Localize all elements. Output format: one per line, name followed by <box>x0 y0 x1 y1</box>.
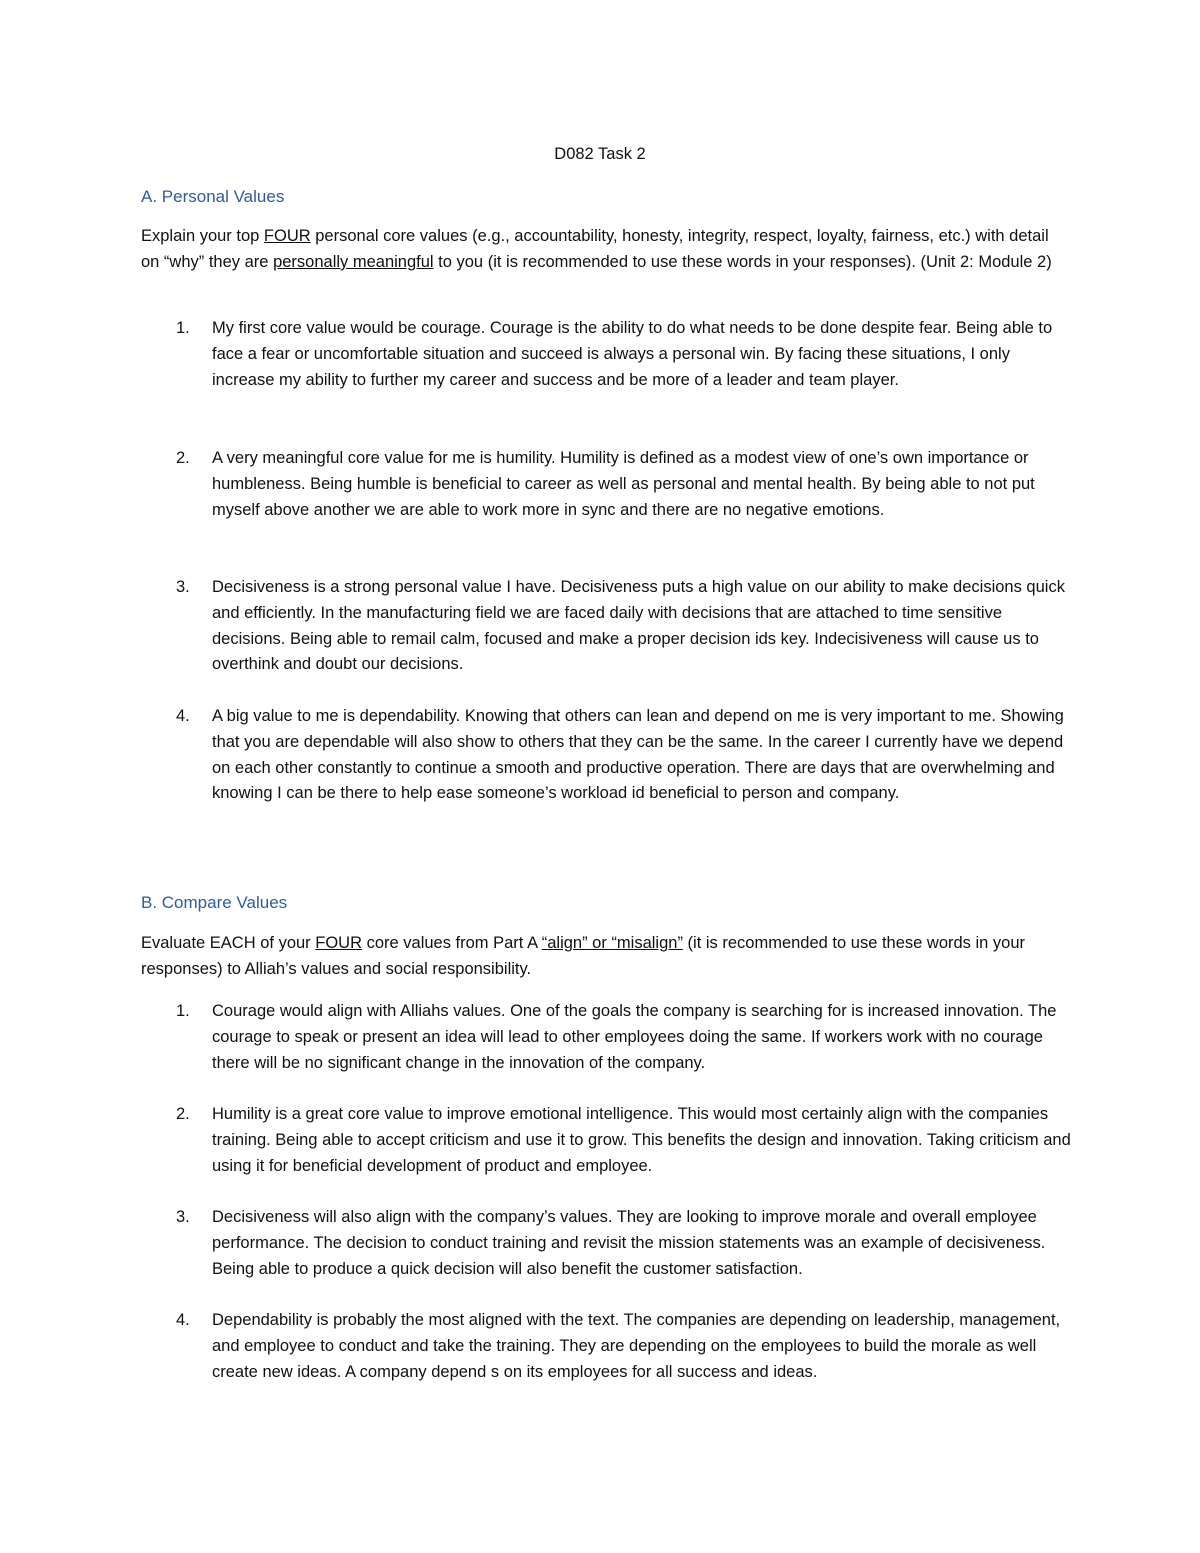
list-item-text: Humility is a great core value to improve emotional intelligence. This would most certainly align with the companies training. Being able to accept criticism and use it to grow. This benefits the design and innovation. Taking criticism and using it for beneficial development of product and employee. <box>212 1105 1071 1175</box>
intro-underlined: “align” or “misalign” <box>541 934 683 952</box>
intro-underlined: FOUR <box>315 934 362 952</box>
list-item-text: Courage would align with Alliahs values. One of the goals the company is searching for is increased innovation. The courage to speak or present an idea will lead to other employees doing the same. If workers work with no courage there will be no significant change in the innovation of the company. <box>212 1002 1057 1072</box>
list-number: 1. <box>176 1002 190 1020</box>
list-item-text: A big value to me is dependability. Knowing that others can lean and depend on me is very important to me. Showing that you are dependable will also show to others that they can be the same. In the career I currently have we depend on each other constantly to continue a smooth and productive operation. There are days that are overwhelming and knowing I can be there to help ease someone’s workload id beneficial to person and company. <box>212 707 1064 803</box>
list-item-text: Decisiveness will also align with the company’s values. They are looking to improve morale and overall employee performance. The decision to conduct training and revisit the mission statements was an example of decisiveness. Being able to produce a quick decision will also benefit the customer satisfaction. <box>212 1208 1046 1278</box>
intro-text: (it is recommended to use these words in your responses) to Alliah’s values and social responsibility. <box>141 934 1026 978</box>
section-a-intro <box>141 224 1071 276</box>
list-number: 4. <box>176 1311 190 1329</box>
intro-text: core values from Part A <box>362 934 542 952</box>
list-item-text: A very meaningful core value for me is humility. Humility is defined as a modest view of one’s own importance or humbleness. Being humble is beneficial to career as well as personal and mental health. By being able to not put myself above another we are able to work more in sync and there are no negative emotions. <box>212 449 1035 519</box>
list-number: 3. <box>176 1208 190 1226</box>
section-b-heading: B. Compare Values <box>141 893 288 912</box>
intro-text: Evaluate EACH of your <box>141 934 316 952</box>
section-a-heading: A. Personal Values <box>141 187 285 206</box>
list-number: 4. <box>176 707 190 725</box>
list-number: 3. <box>176 578 190 596</box>
intro-underlined: personally meaningful <box>273 252 434 271</box>
list-number: 1. <box>176 319 190 337</box>
section-b-intro <box>141 931 1071 983</box>
list-item-text: My first core value would be courage. Courage is the ability to do what needs to be done despite fear. Being able to face a fear or uncomfortable situation and succeed is always a personal win. By facing these situations, I only increase my ability to further my career and success and be more of a leader and team player. <box>212 319 1053 389</box>
document-title: D082 Task 2 <box>554 145 646 163</box>
intro-text: to you (it is recommended to use these words in your responses). (Unit 2: Module 2) <box>433 252 1052 271</box>
list-item-text: Dependability is probably the most aligned with the text. The companies are depending on leadership, management, and employee to conduct and take the training. They are depending on the employees to build the morale as well create new ideas. A company depend s on its employees for all success and ideas. <box>212 1311 1061 1381</box>
intro-text: personal core values (e.g., accountability, honesty, integrity, respect, loyalty, fairness, etc.) with detail on “why” they are <box>141 227 1049 271</box>
intro-text: Explain your top <box>141 227 264 245</box>
list-number: 2. <box>176 449 190 467</box>
list-number: 2. <box>176 1105 190 1123</box>
list-item-text: Decisiveness is a strong personal value I have. Decisiveness puts a high value on our ability to make decisions quick and efficiently. In the manufacturing field we are faced daily with decisions that are attached to time sensitive decisions. Being able to remail calm, focused and make a proper decision ids key. Indecisiveness will cause us to overthink and doubt our decisions. <box>212 578 1065 674</box>
intro-underlined: FOUR <box>263 227 311 245</box>
